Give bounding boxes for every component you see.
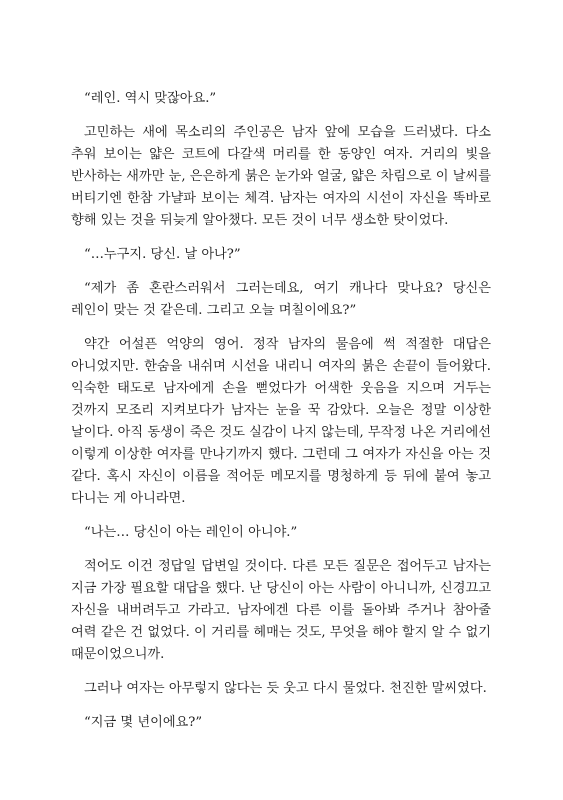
paragraph-9: “지금 몇 년이에요?”: [84, 715, 203, 730]
paragraph-5: 약간 어설픈 억양의 영어. 정작 남자의 물음에 썩 적절한 대답은 아니었지만. 한숨을 내쉬며 시선을 내리니 여자의 붉은 손끝이 들어왔다. 익숙한 태도로 남자에게 손을 뻗었다가 어색한 웃음을 지으며 거두는 것까지 모조리 지켜보다가 남자는 눈을 꾹 감았다. 오늘은 정말 이상한 날이다. 아직 동생이 죽은 것도 실감이 나지 않는데, 무작정 나온 거리에선 이렇게 이상한 여자를 만나기까지 했다. 그런데 그 여자가 자신을 아는 것 같다. 혹시 자신이 이름을 적어둔 메모지를 명청하게 등 뒤에 붙여 놓고 다니는 게 아니라면.: [71, 337, 491, 506]
paragraph-3: “…누구지. 당신. 날 아나?”: [84, 247, 241, 262]
paragraph-1: “레인. 역시 맞잖아요.”: [84, 91, 217, 106]
paragraph-2: 고민하는 새에 목소리의 주인공은 남자 앞에 모습을 드러냈다. 다소 추워 보이는 얇은 코트에 다갈색 머리를 한 동양인 여자. 거리의 빛을 반사하는 새까만 눈, 은은하게 붉은 눈가와 얼굴, 얇은 차림으로 이 날씨를 버티기엔 한참 가냘파 보이는 체격. 남자는 여자의 시선이 자신을 똑바로 향해 있는 것을 뒤늦게 알아챘다. 모든 것이 너무 생소한 탓이었다.: [71, 125, 491, 228]
paragraph-4: “제가 좀 혼란스러워서 그러는데요, 여기 캐나다 맞나요? 당신은 레인이 맞는 것 같은데. 그리고 오늘 며칠이에요?”: [71, 281, 491, 318]
paragraph-8: 그러나 여자는 아무렇지 않다는 듯 웃고 다시 물었다. 천진한 말씨였다.: [84, 681, 487, 696]
paragraph-6: “나는… 당신이 아는 레인이 아니야.”: [84, 525, 298, 540]
body-text: [71, 88, 491, 746]
paragraph-7: 적어도 이건 정답일 답변일 것이다. 다른 모든 질문은 접어두고 남자는 지금 가장 필요할 대답을 했다. 난 당신이 아는 사람이 아니니까, 신경끄고 자신을 내버려두고 가라고. 남자에겐 다른 이를 돌아봐 주거나 참아줄 여력 같은 건 없었다. 이 거리를 헤매는 것도, 무엇을 해야 할지 알 수 없기 때문이었으니까.: [71, 559, 491, 662]
